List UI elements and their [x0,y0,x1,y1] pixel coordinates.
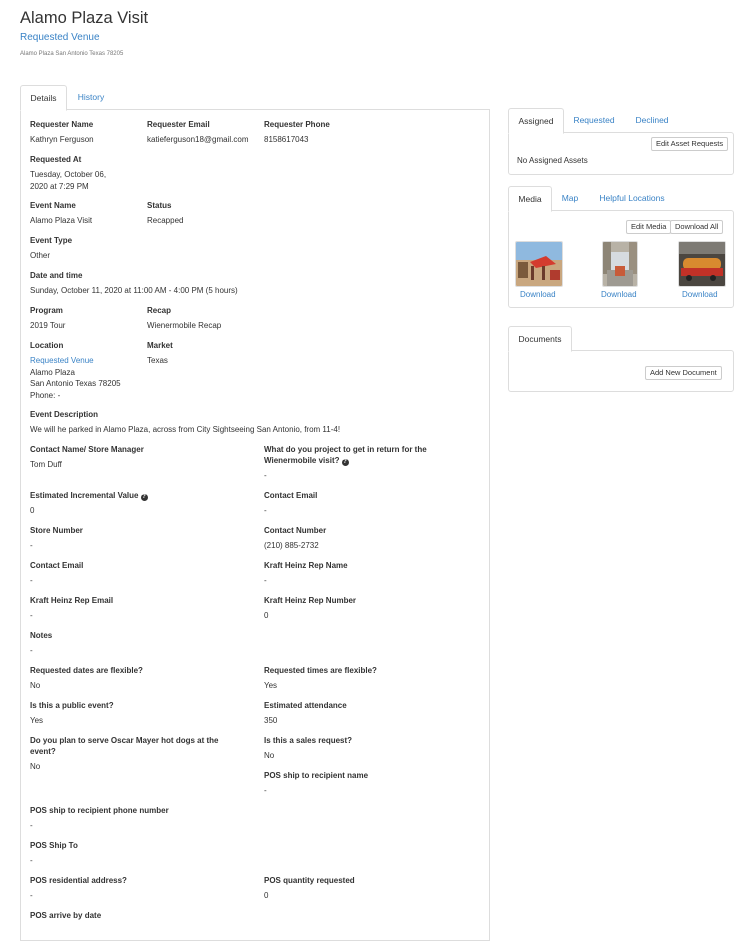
label: Program [30,306,63,315]
value: No [30,681,41,690]
value: San Antonio Texas 78205 [30,379,121,388]
page-title: Alamo Plaza Visit [20,9,149,27]
edit-asset-requests-button[interactable]: Edit Asset Requests [651,137,728,151]
value: 0 [30,506,35,515]
field-kh-rep-email [30,595,113,622]
value: 350 [264,716,278,725]
field-pos-arrive-by [30,910,101,921]
field-est-incremental [30,490,148,517]
field-event-description [30,409,340,436]
tab-helpful-locations[interactable]: Helpful Locations [599,193,665,203]
field-public-event [30,700,114,727]
label: POS arrive by date [30,911,102,920]
value: 8158617043 [264,135,309,144]
field-requester-email [147,119,249,146]
tab-documents[interactable]: Documents [508,326,572,352]
label: event? [30,747,56,756]
value: 2019 Tour [30,321,66,330]
help-icon[interactable]: ? [142,494,146,500]
label [264,455,427,466]
media-thumbnail[interactable] [515,241,563,287]
label: Requester Phone [264,120,330,129]
field-notes [30,630,52,657]
label: POS Ship To [30,841,78,850]
value: Recapped [147,216,184,225]
label-text: Wienermobile visit? [264,456,340,465]
value: Tuesday, October 06, [30,170,107,179]
tab-history[interactable]: History [77,92,105,102]
label: Estimated attendance [264,701,347,710]
tab-requested[interactable]: Requested [573,115,615,125]
label: Event Description [30,410,99,419]
label: Date and time [30,271,83,280]
field-location [30,340,121,401]
label: Is this a sales request? [264,736,353,745]
value: (210) 885-2732 [264,541,319,550]
label: Is this a public event? [30,701,114,710]
field-contact-name [30,444,144,471]
field-project-return [264,444,427,482]
label: Kraft Heinz Rep Number [264,596,357,605]
field-est-attendance [264,700,347,727]
field-requester-name [30,119,94,146]
value: katieferguson18@gmail.com [147,135,249,144]
field-event-name [30,200,92,227]
label: Event Name [30,201,76,210]
label: POS ship to recipient name [264,771,369,780]
field-contact-email-left [30,560,83,587]
media-thumbnail[interactable] [678,241,726,287]
label: Do you plan to serve Oscar Mayer hot dogs at the [30,736,219,745]
location-venue-link[interactable]: Requested Venue [30,356,94,365]
value: No [264,751,275,760]
field-times-flexible [264,665,377,692]
value: Alamo Plaza Visit [30,216,93,225]
media-thumbnail[interactable] [602,241,638,287]
help-icon[interactable]: ? [343,459,347,465]
value: - [30,856,33,865]
value: Yes [264,681,278,690]
field-contact-email-right [264,490,317,517]
value: Sunday, October 11, 2020 at 11:00 AM - 4:00 PM (5 hours) [30,286,238,295]
label: Contact Number [264,526,327,535]
field-status [147,200,183,227]
value: 2020 at 7:29 PM [30,181,89,191]
field-event-type [30,235,72,262]
label: Event Type [30,236,73,245]
tab-details[interactable]: Details [20,85,67,111]
label: Market [147,341,173,350]
label: Store Number [30,526,83,535]
field-store-number [30,525,83,552]
field-program [30,305,65,332]
tab-map[interactable]: Map [561,193,579,203]
value: Alamo Plaza [30,367,75,377]
value: Kathryn Ferguson [30,135,94,144]
value: - [264,786,267,795]
value: - [264,576,267,585]
label-text: Estimated Incremental Value [30,491,139,500]
label: Kraft Heinz Rep Email [30,596,114,605]
value: Texas [147,356,168,365]
field-sales-request [264,735,352,762]
field-contact-number [264,525,326,552]
label: POS residential address? [30,876,127,885]
label: Status [147,201,172,210]
download-link[interactable]: Download [601,290,637,299]
value: No [30,762,41,771]
value: - [264,506,267,515]
edit-media-button[interactable]: Edit Media [626,220,671,234]
value: Yes [30,716,44,725]
field-pos-recipient-phone [30,805,169,832]
label: Requested dates are flexible? [30,666,143,675]
label: Location [30,341,64,350]
value: Wienermobile Recap [147,321,222,330]
label: Contact Email [264,491,318,500]
value: - [30,576,33,585]
label: Requester Email [147,120,210,129]
field-serve-hotdogs [30,735,219,773]
no-assets-text: No Assigned Assets [517,156,588,165]
field-pos-residential [30,875,127,902]
label: Requested At [30,155,82,164]
venue-address: Alamo Plaza San Antonio Texas 78205 [20,51,124,57]
download-link[interactable]: Download [520,290,556,299]
label: What do you project to get in return for the [264,445,427,454]
value: Tom Duff [30,460,62,469]
value: - [264,471,267,480]
requested-venue-link[interactable]: Requested Venue [20,32,100,43]
label: POS ship to recipient phone number [30,806,169,815]
tab-assigned[interactable]: Assigned [508,108,564,134]
value: - [30,541,33,550]
tab-media[interactable]: Media [508,186,552,212]
field-pos-recipient-name [264,770,368,797]
download-all-button[interactable]: Download All [670,220,723,234]
label: POS quantity requested [264,876,355,885]
field-date-time [30,270,238,297]
add-new-document-button[interactable]: Add New Document [645,366,722,380]
field-pos-quantity [264,875,355,902]
field-pos-ship-to [30,840,78,867]
value: - [30,891,33,900]
label [30,490,148,501]
value: - [30,611,33,620]
label: Kraft Heinz Rep Name [264,561,348,570]
download-link[interactable]: Download [682,290,718,299]
field-dates-flexible [30,665,143,692]
field-kh-rep-number [264,595,356,622]
field-kh-rep-name [264,560,348,587]
value: - [30,821,33,830]
tab-declined[interactable]: Declined [635,115,669,125]
value: Phone: - [30,390,61,400]
value: - [30,646,33,655]
label: Contact Email [30,561,84,570]
value: We will he parked in Alamo Plaza, across from City Sightseeing San Antonio, from 11-4! [30,425,341,434]
value: Other [30,251,51,260]
label: Requested times are flexible? [264,666,377,675]
value: 0 [264,891,269,900]
field-requester-phone [264,119,330,146]
label: Notes [30,631,53,640]
value: 0 [264,611,269,620]
field-market [147,340,173,367]
field-requested-at [30,154,106,192]
label: Recap [147,306,172,315]
label: Requester Name [30,120,94,129]
field-recap [147,305,221,332]
label: Contact Name/ Store Manager [30,445,144,454]
